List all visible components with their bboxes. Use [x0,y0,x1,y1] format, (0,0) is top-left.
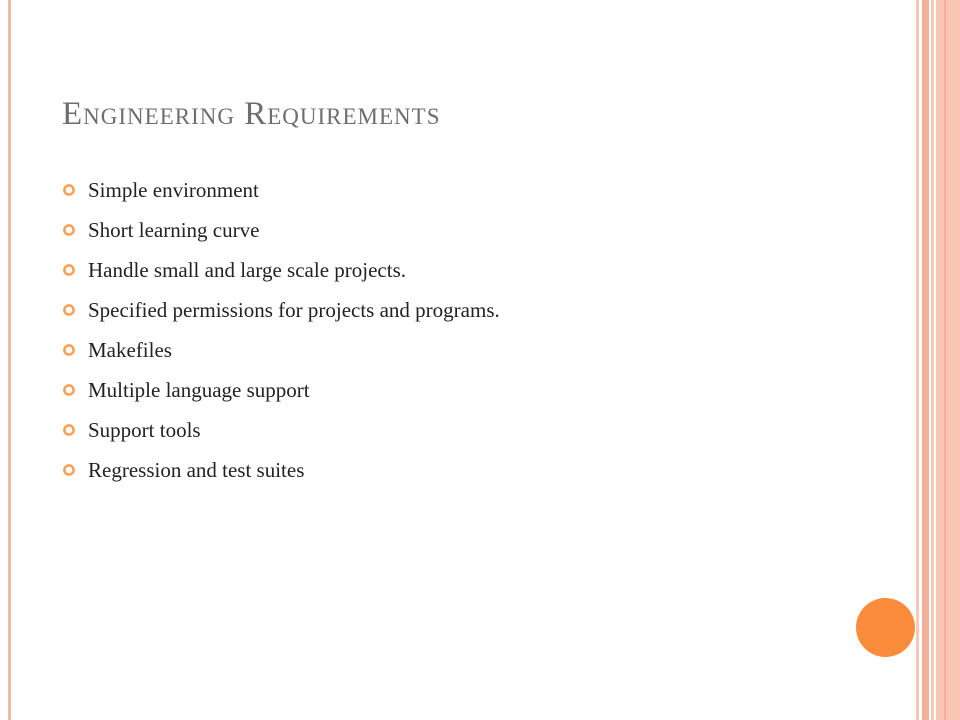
hollow-circle-bullet-icon [62,423,76,437]
bullet-item [62,450,500,490]
left-border-line [8,0,11,720]
bullet-text: Regression and test suites [88,457,305,482]
hollow-circle-bullet-icon [62,183,76,197]
bullet-item [62,370,500,410]
bullet-text: Makefiles [88,337,172,362]
bullet-item [62,410,500,450]
hollow-circle-bullet-icon [62,343,76,357]
bullet-text: Short learning curve [88,217,260,242]
orange-accent-circle [856,598,915,657]
right-decor-stripe [944,0,946,720]
bullet-item [62,170,500,210]
bullet-item [62,290,500,330]
right-decor-stripe [922,0,929,720]
right-decor-stripe [931,0,934,720]
hollow-circle-bullet-icon [62,263,76,277]
slide-title: Engineering Requirements [62,96,441,132]
bullet-text: Support tools [88,417,201,442]
hollow-circle-bullet-icon [62,223,76,237]
bullet-text: Multiple language support [88,377,310,402]
bullet-item [62,330,500,370]
bullet-text: Handle small and large scale projects. [88,257,406,282]
bullet-text: Specified permissions for projects and programs. [88,297,500,322]
bullet-item [62,250,500,290]
hollow-circle-bullet-icon [62,383,76,397]
bullet-item [62,210,500,250]
right-decor-stripe [916,0,919,720]
bullet-text: Simple environment [88,177,259,202]
bullet-list [62,170,500,490]
hollow-circle-bullet-icon [62,463,76,477]
hollow-circle-bullet-icon [62,303,76,317]
right-decor-stripe [936,0,960,720]
